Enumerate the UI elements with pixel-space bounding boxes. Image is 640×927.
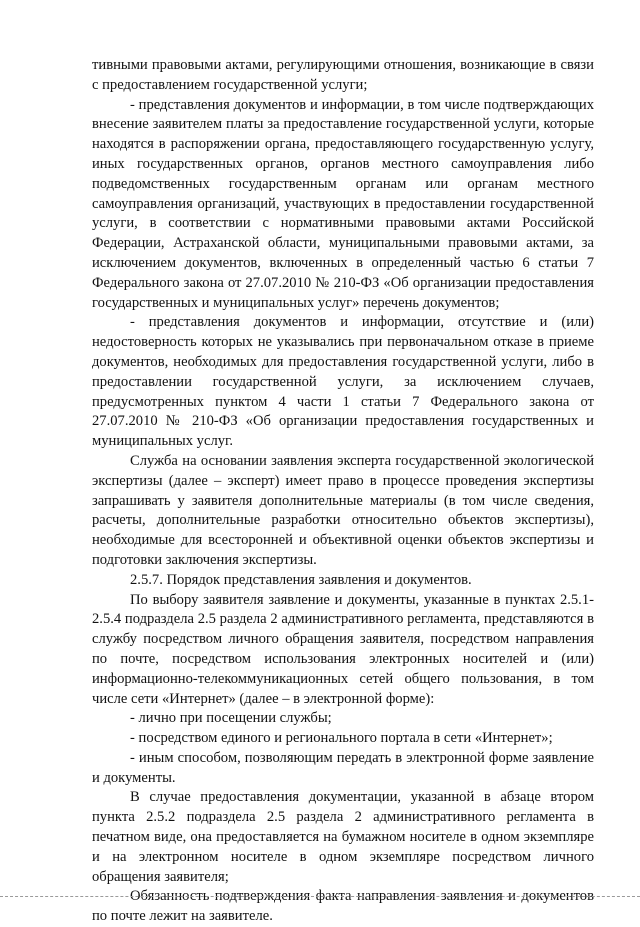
paragraph-mail-confirmation: Обязанность подтверждения факта направления заявления и документов по почте лежит на заявителе. <box>92 888 594 925</box>
paragraph-printed-documentation: В случае предоставления документации, указанной в абзаце втором пункта 2.5.2 подраздела 2.5 раздела 2 административного регламента в печатном виде, она предоставляется на бумажном носителе в одном экземпляре и на электронном носителе в одном экземпляре посредством личного обращения заявителя; <box>92 789 594 885</box>
paragraph-submission-methods: По выбору заявителя заявление и документы, указанные в пунктах 2.5.1-2.5.4 подраздела 2.5 раздела 2 административного регламента, представляются в службу посредством личного обращения заявителя, посредством направления по почте, посредством использования электронных носителей и (или) информационно-телекоммуникационных сетей общего пользования, в том числе сети «Интернет» (далее – в электронной форме): <box>92 591 594 707</box>
paragraph-item-other-means: - иным способом, позволяющим передать в электронной форме заявление и документы. <box>92 749 594 786</box>
paragraph-item-documents-in-possession: - представления документов и информации, в том числе подтверждающих внесение заявителем платы за предоставление государственной услуги, которые находятся в распоряжении органа, предоставляющего государственную услугу, иных государственных органов, органов местного самоуправления либо подведомственных государственным органам или органам местного самоуправления организаций, участвующих в предоставлении государственной услуги, в соответствии с нормативными правовыми актами Российской Федерации, Астраханской области, муниципальными правовыми актами, за исключением документов, включенных в определенный частью 6 статьи 7 Федерального закона от 27.07.2010 № 210-ФЗ «Об организации предоставления государственных и муниципальных услуг» перечень документов; <box>92 96 594 311</box>
paragraph-item-documents-not-indicated: - представления документов и информации, отсутствие и (или) недостоверность которых не указывались при первоначальном отказе в приеме документов, необходимых для предоставления государственной услуги, либо в предоставлении государственной услуги, за исключением случаев, предусмотренных пунктом 4 части 1 статьи 7 Федерального закона от 27.07.2010 № 210-ФЗ «Об организации предоставления государственных и муниципальных услуг. <box>92 314 594 450</box>
page-bottom-edge <box>0 896 640 897</box>
document-page <box>92 56 594 927</box>
paragraph-section-2-5-7-heading: 2.5.7. Порядок представления заявления и документов. <box>130 571 472 588</box>
paragraph-item-in-person: - лично при посещении службы; <box>130 710 332 727</box>
paragraph-continuation: тивными правовыми актами, регулирующими отношения, возникающие в связи с предоставлением государственной услуги; <box>92 57 594 93</box>
paragraph-item-portal: - посредством единого и регионального портала в сети «Интернет»; <box>130 730 553 747</box>
paragraph-service-request-rights: Служба на основании заявления эксперта государственной экологической экспертизы (далее – эксперт) имеет право в процессе проведения экспертизы запрашивать у заявителя дополнительные материалы (в том числе сведения, расчеты, дополнительные разработки относительно объектов экспертизы), необходимые для всесторонней и объективной оценки объектов экспертизы и подготовки заключения экспертизы. <box>92 452 594 568</box>
